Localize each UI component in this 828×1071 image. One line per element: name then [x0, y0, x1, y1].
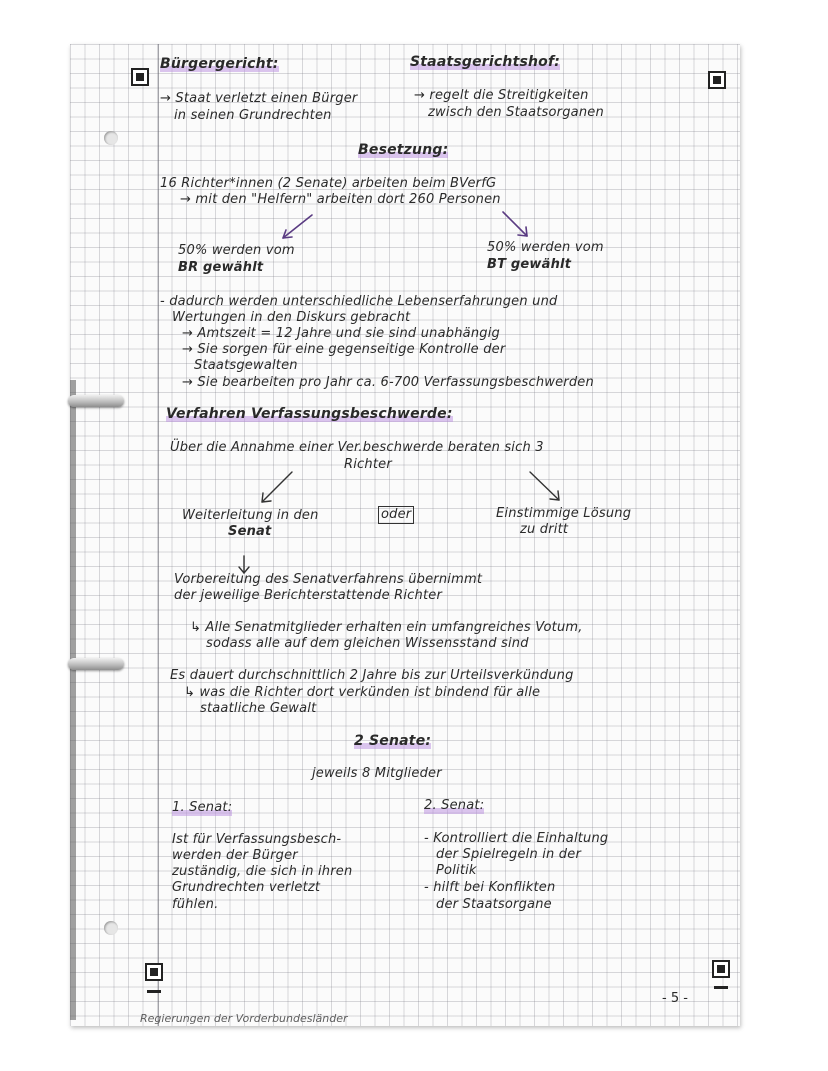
- besetzung-left-b: BR gewählt: [178, 260, 264, 275]
- heading-verfahren: Verfahren Verfassungsbeschwerde:: [166, 406, 453, 422]
- heading-first-senat: 1. Senat:: [172, 800, 233, 815]
- heading-staatsgerichtshof: Staatsgerichtshof:: [410, 54, 561, 70]
- header-left-line-2: in seinen Grundrechten: [174, 108, 332, 123]
- verfahren-dauer-a: Es dauert durchschnittlich 2 Jahre bis zur Urteilsverkündung: [170, 668, 574, 683]
- header-right-line-2: zwisch den Staatsorganen: [428, 105, 604, 120]
- besetzung-bullet-6: → Sie bearbeiten pro Jahr ca. 6-700 Verfassungsbeschwerden: [182, 375, 594, 390]
- heading-second-senat: 2. Senat:: [424, 798, 485, 813]
- arrow-right-icon: [503, 212, 527, 236]
- besetzung-bullet-3: → Amtszeit = 12 Jahre und sie sind unabhängig: [182, 326, 500, 341]
- first-senat-line-3: zuständig, die sich in ihren: [172, 864, 353, 879]
- first-senat-line-4: Grundrechten verletzt: [172, 880, 321, 895]
- verfahren-line-1: Über die Annahme einer Ver.beschwerde beraten sich 3: [170, 440, 544, 455]
- heading-senate: 2 Senate:: [354, 733, 432, 749]
- header-left-line-1: → Staat verletzt einen Bürger: [160, 91, 358, 106]
- second-senat-line-4: - hilft bei Konflikten: [424, 880, 556, 895]
- senate-subtitle: jeweils 8 Mitglieder: [312, 766, 442, 781]
- verfahren-dauer-c: staatliche Gewalt: [200, 701, 317, 716]
- besetzung-right-a: 50% werden vom: [487, 240, 604, 255]
- arrow-left-icon: [262, 472, 292, 502]
- verfahren-votum-a: ↳ Alle Senatmitglieder erhalten ein umfangreiches Votum,: [190, 620, 583, 635]
- besetzung-right-b: BT gewählt: [487, 257, 572, 272]
- verfahren-right-a: Einstimmige Lösung: [496, 506, 632, 521]
- verfahren-dauer-b: ↳ was die Richter dort verkünden ist bindend für alle: [184, 685, 541, 700]
- verfahren-left-b: Senat: [228, 524, 272, 539]
- second-senat-line-1: - Kontrolliert die Einhaltung: [424, 831, 609, 846]
- verfahren-votum-b: sodass alle auf dem gleichen Wissensstand sind: [206, 636, 529, 651]
- besetzung-bullet-5: Staatsgewalten: [194, 358, 298, 373]
- first-senat-line-5: fühlen.: [172, 897, 219, 912]
- besetzung-left-a: 50% werden vom: [178, 243, 295, 258]
- verfahren-oder-box: oder: [378, 506, 414, 524]
- first-senat-line-2: werden der Bürger: [172, 848, 298, 863]
- second-senat-line-2: der Spielregeln in der: [436, 847, 582, 862]
- arrow-right-icon: [530, 472, 559, 500]
- verfahren-prep-a: Vorbereitung des Senatverfahrens übernimmt: [174, 572, 483, 587]
- page-number: - 5 -: [662, 991, 688, 1006]
- next-page-edge-text: Regierungen der Vorderbundesländer: [140, 1012, 348, 1025]
- verfahren-line-2: Richter: [344, 457, 392, 472]
- verfahren-right-b: zu dritt: [520, 522, 569, 537]
- second-senat-line-5: der Staatsorgane: [436, 897, 552, 912]
- besetzung-line-2: → mit den "Helfern" arbeiten dort 260 Personen: [180, 192, 501, 207]
- besetzung-bullet-1: - dadurch werden unterschiedliche Lebenserfahrungen und: [160, 294, 558, 309]
- besetzung-line-1: 16 Richter*innen (2 Senate) arbeiten beim BVerfG: [160, 176, 497, 191]
- heading-besetzung: Besetzung:: [358, 142, 449, 158]
- header-right-line-1: → regelt die Streitigkeiten: [414, 88, 589, 103]
- second-senat-line-3: Politik: [436, 863, 477, 878]
- besetzung-bullet-2: Wertungen in den Diskurs gebracht: [172, 310, 411, 325]
- arrow-left-icon: [283, 215, 312, 238]
- verfahren-prep-b: der jeweilige Berichterstattende Richter: [174, 588, 443, 603]
- besetzung-bullet-4: → Sie sorgen für eine gegenseitige Kontrolle der: [182, 342, 506, 357]
- heading-buergergericht: Bürgergericht:: [160, 56, 279, 72]
- first-senat-line-1: Ist für Verfassungsbesch-: [172, 832, 342, 847]
- verfahren-left-a: Weiterleitung in den: [182, 508, 319, 523]
